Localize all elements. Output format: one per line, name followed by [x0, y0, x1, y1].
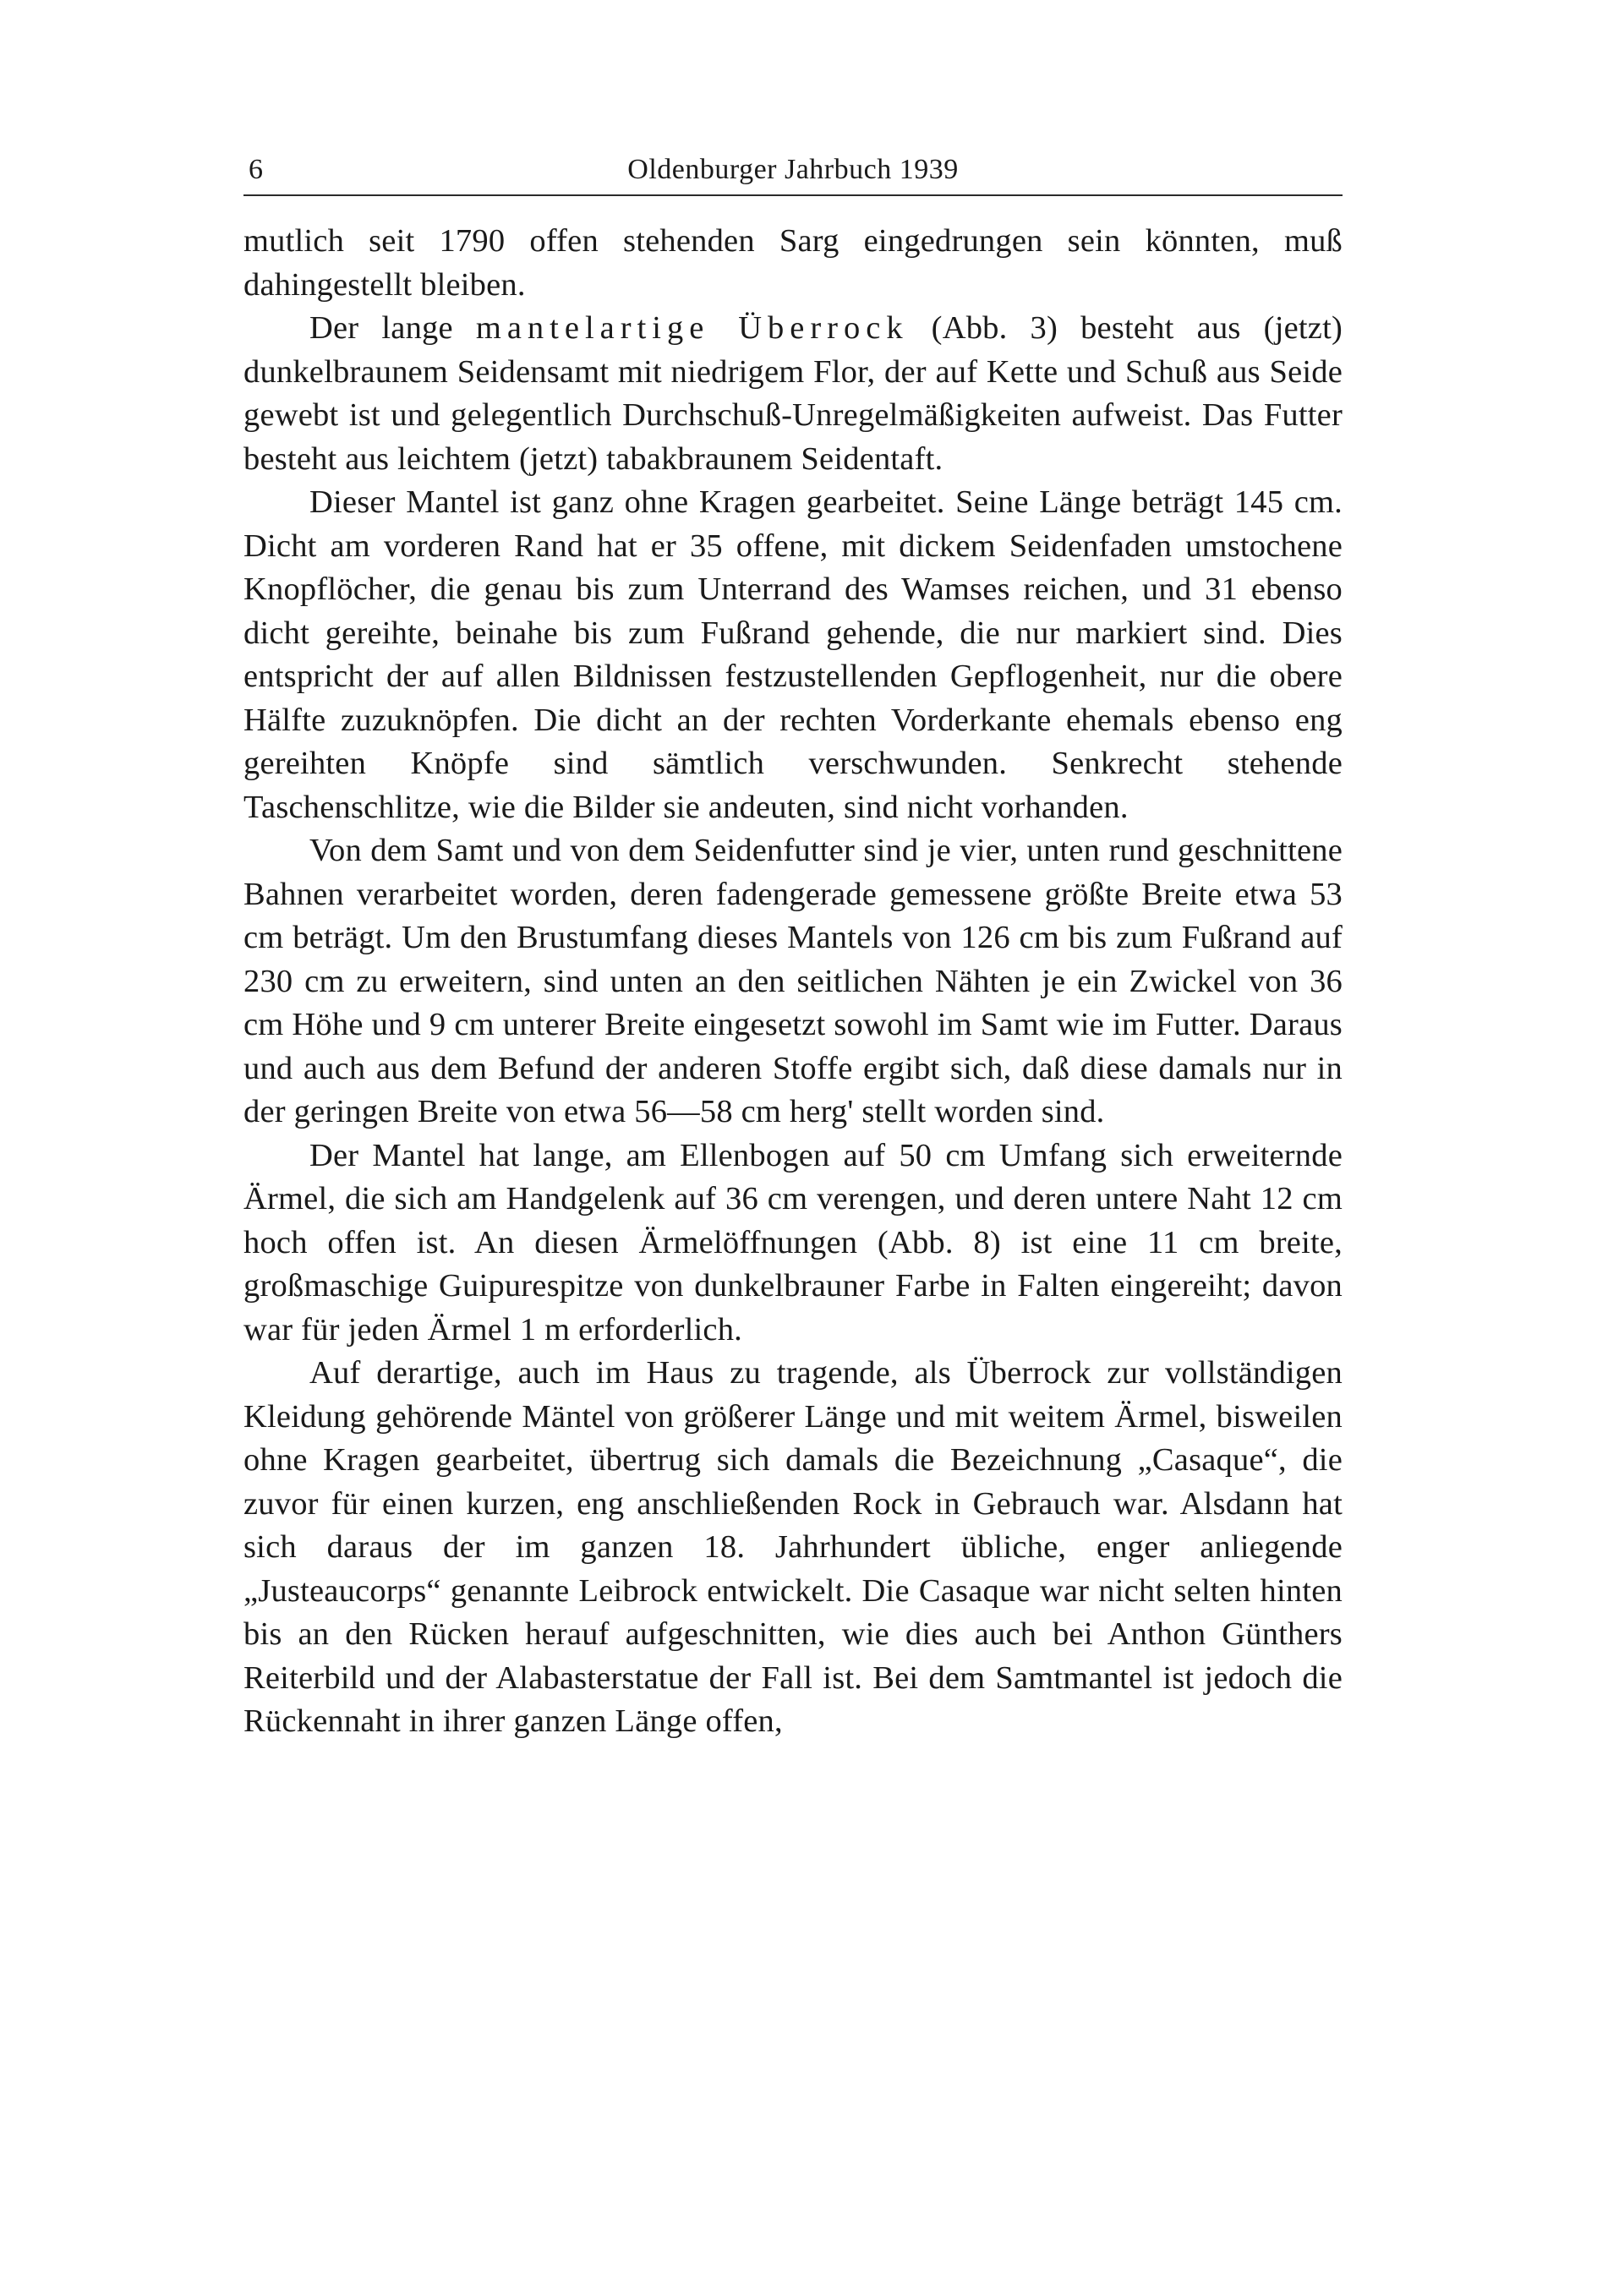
paragraph-casaque: Auf derartige, auch im Haus zu tragende, als Überrock zur vollständigen Kleidung gehörende Mäntel von größerer Länge und mit weitem Ärmel, bisweilen ohne Kragen gearbeitet, übertrug sich damals die Bezeichnung „Casaque“, die zuvor für einen kurzen, eng anschließenden Rock in Gebrauch war. Alsdann hat sich daraus der im ganzen 18. Jahrhundert übliche, enger anliegende „Justeaucorps“ genannte Leibrock entwickelt. Die Casaque war nicht selten hinten bis an den Rücken herauf aufgeschnitten, wie dies auch bei Anthon Günthers Reiterbild und der Alabasterstatue der Fall ist. Bei dem Samtmantel ist jedoch die Rückennaht in ihrer ganzen Länge offen,	[243, 1355, 1343, 1739]
body-text	[243, 220, 1343, 1744]
paragraph-aermel: Der Mantel hat lange, am Ellenbogen auf 50 cm Umfang sich erweiternde Ärmel, die sich am Handgelenk auf 36 cm verengen, und deren untere Naht 12 cm hoch offen ist. An diesen Ärmelöffnungen (Abb. 8) ist eine 11 cm breite, großmaschige Guipurespitze von dunkelbrauner Farbe in Falten eingereiht; davon war für jeden Ärmel 1 m erforderlich.	[243, 1137, 1343, 1348]
paragraph-continuation: mutlich seit 1790 offen stehenden Sarg eingedrungen sein könnten, muß dahingestellt bleiben.	[243, 223, 1343, 303]
emphasized-term: mantelartige Überrock	[475, 310, 909, 346]
paragraph-ueberrock-lead: Der lange	[309, 310, 476, 346]
paragraph-mantel-laenge: Dieser Mantel ist ganz ohne Kragen gearbeitet. Seine Länge beträgt 145 cm. Dicht am vorderen Rand hat er 35 offene, mit dickem Seidenfaden umstochene Knopflöcher, die genau bis zum Unterrand des Wamses reichen, und 31 ebenso dicht gereihte, beinahe bis zum Fußrand gehende, die nur markiert sind. Dies entspricht der auf allen Bildnissen festzustellenden Gepflogenheit, nur die obere Hälfte zuzuknöpfen. Die dicht an der rechten Vorderkante ehemals ebenso eng gereihten Knöpfe sind sämtlich verschwunden. Senkrecht stehende Taschenschlitze, wie die Bilder sie andeuten, sind nicht vorhanden.	[243, 484, 1343, 825]
paragraph-ueberrock-rest: (Abb. 3) besteht aus (jetzt) dunkelbraunem Seidensamt mit niedrigem Flor, der auf Kette und Schuß aus Seide gewebt ist und gelegentlich Durchschuß-Unregelmäßigkeiten aufweist. Das Futter besteht aus leichtem (jetzt) tabakbraunem Seidentaft.	[243, 310, 1343, 477]
header-rule	[243, 194, 1343, 196]
paragraph-ueberrock	[243, 307, 1343, 481]
paragraph-bahnen: Von dem Samt und von dem Seidenfutter sind je vier, unten rund geschnittene Bahnen verarbeitet worden, deren fadengerade gemessene größte Breite etwa 53 cm beträgt. Um den Brustumfang dieses Mantels von 126 cm bis zum Fußrand auf 230 cm zu erweitern, sind unten an den seitlichen Nähten je ein Zwickel von 36 cm Höhe und 9 cm unterer Breite eingesetzt sowohl im Samt wie im Futter. Daraus und auch aus dem Befund der anderen Stoffe ergibt sich, daß diese damals nur in der geringen Breite von etwa 56—58 cm herg' stellt worden sind.	[243, 833, 1343, 1129]
page	[243, 144, 1343, 1744]
running-title: Oldenburger Jahrbuch 1939	[627, 154, 959, 185]
page-number: 6	[249, 154, 264, 185]
running-head	[243, 144, 1343, 194]
